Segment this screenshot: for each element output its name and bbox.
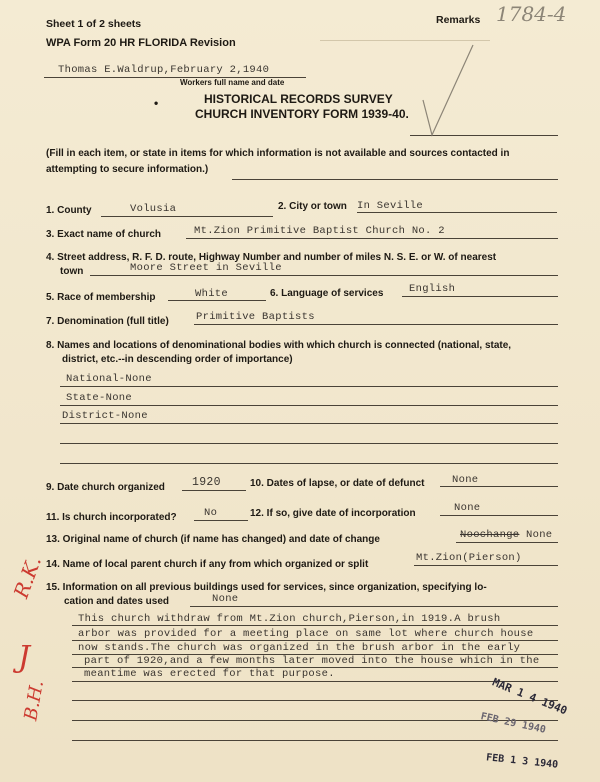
lapse-label: 10. Dates of lapse, or date of defunct [250, 478, 425, 489]
narrative-line-2: arbor was provided for a meeting place on same lot where church house [78, 628, 534, 640]
margin-mark-j: J [18, 640, 31, 675]
parent-church-line [414, 565, 558, 566]
city-line [357, 212, 557, 213]
original-name-struck: Noochange [460, 529, 520, 541]
incorporated-label: 11. Is church incorporated? [46, 512, 177, 523]
buildings-line [190, 606, 558, 607]
language-line [402, 296, 558, 297]
worker-caption: Workers full name and date [180, 78, 285, 87]
parent-church-value: Mt.Zion(Pierson) [416, 552, 522, 564]
original-name-value: None [526, 529, 553, 541]
organized-value: 1920 [192, 476, 221, 489]
bodies-line-1 [60, 386, 558, 387]
original-name-label: 13. Original name of church (if name has changed) and date of change [46, 534, 380, 545]
denomination-label: 7. Denomination (full title) [46, 316, 169, 327]
narrative-rule-1 [72, 625, 558, 626]
instructions-line-2: attempting to secure information.) [46, 164, 209, 175]
incorporated-value: No [204, 507, 218, 519]
bodies-line-3 [60, 423, 558, 424]
incorporated-line [194, 520, 248, 521]
buildings-value: None [212, 593, 239, 605]
county-label: 1. County [46, 205, 92, 216]
remarks-label: Remarks [436, 14, 481, 26]
national-value: National-None [66, 373, 152, 385]
instructions-line-1: (Fill in each item, or state in items for which information is not available and sources contacted in [46, 148, 510, 159]
lapse-line [440, 486, 558, 487]
denomination-value: Primitive Baptists [196, 311, 315, 323]
original-name-line [456, 542, 558, 543]
organized-line [182, 490, 246, 491]
narrative-rule-2 [72, 640, 558, 641]
sheet-count: Sheet 1 of 2 sheets [46, 18, 142, 30]
church-name-label: 3. Exact name of church [46, 229, 162, 240]
narrative-rule-6 [72, 700, 558, 701]
district-value: District-None [62, 410, 148, 422]
buildings-label-1: 15. Information on all previous buildings used for services, since organization, specifying lo- [46, 582, 487, 593]
address-label: 4. Street address, R. F. D. route, Highway Number and number of miles N. S. E. or W. of nearest [46, 252, 497, 263]
incorp-date-label: 12. If so, give date of incorporation [250, 508, 416, 519]
narrative-rule-8 [72, 740, 558, 741]
narrative-line-1: This church withdraw from Mt.Zion church,Pierson,in 1919.A brush [78, 613, 501, 625]
narrative-line-4: part of 1920,and a few months later moved into the house which in the [84, 655, 540, 667]
town-label: town [60, 266, 84, 277]
bodies-label-2: district, etc.--in descending order of importance) [62, 354, 293, 365]
city-value: In Seville [357, 200, 424, 212]
narrative-line-5: meantime was erected for that purpose. [84, 668, 335, 680]
bodies-line-2 [60, 405, 558, 406]
county-value: Volusia [130, 203, 177, 215]
instructions-line [232, 179, 558, 180]
form-number: WPA Form 20 HR FLORIDA Revision [46, 37, 236, 49]
remarks-handwritten: 1784-4 [496, 2, 567, 26]
incorp-date-value: None [454, 502, 481, 514]
received-stamp-3: FEB 1 3 1940 [485, 752, 559, 771]
parent-church-label: 14. Name of local parent church if any from which organized or split [46, 559, 369, 570]
narrative-line-3: now stands.The church was organized in the brush arbor in the early [78, 642, 521, 654]
city-label: 2. City or town [278, 201, 347, 212]
address-line [90, 275, 558, 276]
narrative-rule-5 [72, 681, 558, 682]
received-stamp-2: FEB 29 1940 [479, 711, 547, 736]
survey-title: HISTORICAL RECORDS SURVEY [204, 92, 393, 106]
received-stamp-1: MAR 1 4 1940 [490, 675, 570, 718]
denomination-line [194, 324, 558, 325]
lapse-value: None [452, 474, 479, 486]
form-title: CHURCH INVENTORY FORM 1939-40. [195, 107, 409, 121]
language-label: 6. Language of services [270, 288, 384, 299]
bodies-line-4 [60, 443, 558, 444]
church-name-line [186, 238, 558, 239]
worker-name: Thomas E.Waldrup,February 2,1940 [58, 64, 270, 76]
address-value: Moore Street in Seville [130, 262, 282, 274]
bullet: • [154, 96, 159, 110]
county-line [101, 216, 273, 217]
bodies-label-1: 8. Names and locations of denominational bodies with which church is connected (national, state, [46, 340, 512, 351]
race-line [168, 300, 266, 301]
state-value: State-None [66, 392, 133, 404]
margin-initials-rk: R.K. [8, 552, 46, 602]
buildings-label-2: cation and dates used [64, 596, 170, 607]
race-label: 5. Race of membership [46, 292, 156, 303]
remarks-check-mark [418, 40, 478, 140]
race-value: White [195, 288, 229, 300]
incorp-date-line [440, 515, 558, 516]
bodies-line-5 [60, 463, 558, 464]
margin-initials-bh: B.H. [20, 678, 49, 723]
organized-label: 9. Date church organized [46, 482, 165, 493]
language-value: English [409, 283, 456, 295]
church-name-value: Mt.Zion Primitive Baptist Church No. 2 [194, 225, 445, 237]
